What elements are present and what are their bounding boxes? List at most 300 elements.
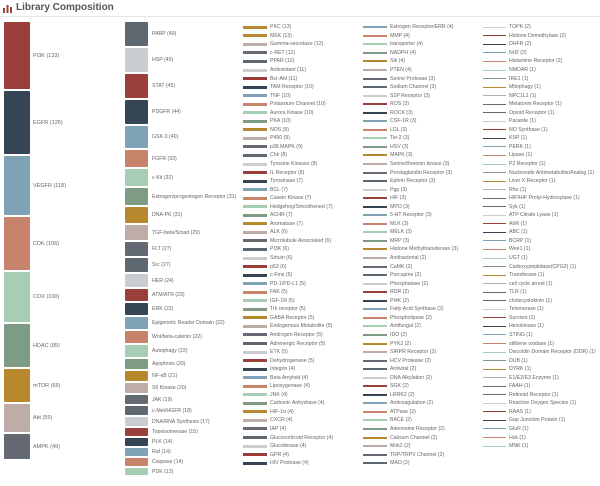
legend-swatch [483,35,506,36]
legend-label: Wee1 (1) [509,246,531,253]
legend-label: Nrf2 (2) [509,49,527,56]
legend-item-lipase-1 [483,151,598,160]
legend-label: Trk receptor (5) [270,306,306,313]
legend-swatch [125,258,148,272]
legend-swatch [363,385,387,387]
legend-swatch [483,215,506,216]
legend-label: NOS (9) [270,126,290,133]
legend-item-trp-trpv-channel-2 [363,450,481,459]
legend-item-mnk-1 [483,442,598,451]
legend-item-rdr-2 [363,288,481,297]
legend-item-hif-hif-prolyl-hydroxylase-1 [483,194,598,203]
legend-item-gamma-secretase-12 [243,40,361,49]
legend-swatch [243,231,267,234]
legend-item-serine-threonin-kinase-3 [363,160,481,169]
legend-swatch [483,146,506,147]
legend-swatch [243,86,267,89]
composition-column-2 [125,22,240,477]
legend-item-c-ret-12 [243,49,361,58]
legend-item-atp-citrate-lyase-1 [483,211,598,220]
legend-label: NADPH (4) [390,49,416,56]
legend-label: JAK (19) [152,396,173,403]
legend-label: Melatonin Receptor (1) [509,101,562,108]
legend-swatch [483,386,506,387]
legend-swatch [483,70,506,71]
legend-swatch [363,231,387,233]
bar-chart-icon [3,4,12,13]
legend-swatch [243,43,267,46]
legend-label: PARP (49) [152,31,177,37]
legend-swatch [243,154,267,157]
legend-label: BCL (7) [270,186,288,193]
legend-item-antiviral-2 [363,365,481,374]
legend-swatch [125,74,148,98]
legend-label: P450 (9) [270,135,290,142]
legend-label: Potassium Channel (10) [270,101,326,108]
legend-label: DNA-PK (31) [152,212,183,218]
legend-item-il-receptor-8 [243,168,361,177]
legend-item-s6-kinase-20 [125,383,240,393]
legend-label: PLK (14) [152,439,173,445]
legend-swatch [363,52,387,54]
legend-swatch [243,222,267,225]
legend-label: Gamma-secretase (12) [270,41,324,48]
legend-item-bcl-7 [243,185,361,194]
legend-item-glur-1 [483,425,598,434]
legend-swatch [125,406,148,415]
legend-item-casein-kinase-7 [243,194,361,203]
legend-swatch [243,393,267,396]
legend-swatch [125,371,148,381]
legend-label: PKC (13) [270,24,292,31]
legend-swatch [483,334,506,335]
legend-item-wee1-1 [483,245,598,254]
legend-label: MNK (1) [509,443,529,450]
legend-item-cox-100 [4,272,60,322]
legend-swatch [243,445,267,448]
legend-swatch [483,437,506,438]
legend-item-androgen-receptor-5 [243,331,361,340]
legend-swatch [243,120,267,123]
legend-item-nf-b-21 [125,371,240,381]
legend-label: MPO (3) [390,203,410,210]
legend-item-sting-1 [483,331,598,340]
legend-swatch [243,51,267,54]
legend-label: PI3K (6) [270,246,290,253]
legend-item-topk-2 [483,23,598,32]
composition-column-1 [4,22,66,461]
legend-label: DNA Alkylation (2) [390,374,432,381]
legend-item-hif-1-4 [243,408,361,417]
legend-label: Hedgehog/Smoothened (7) [270,203,333,210]
legend-item-hedgehog-smoothened-7 [243,202,361,211]
legend-label: ROS (3) [390,101,410,108]
legend-swatch [363,189,387,191]
legend-item-syk-1 [483,202,598,211]
legend-item-akt-55 [4,404,60,432]
legend-label: MLK (3) [390,220,409,227]
legend-swatch [483,138,506,139]
legend-label: EGFR (125) [33,119,63,126]
legend-label: Syk (1) [509,203,526,210]
legend-item-achr-7 [243,211,361,220]
legend-label: BACE (2) [390,417,412,424]
legend-item-fak-5 [243,288,361,297]
legend-swatch [4,156,30,215]
legend-swatch [483,300,506,301]
legend-swatch [363,437,387,439]
legend-item-pyk2-2 [363,339,481,348]
legend-swatch [483,172,506,173]
legend-item-lipoxygenase-4 [243,382,361,391]
legend-swatch [125,303,148,315]
legend-label: Histamine Receptor (2) [509,58,563,65]
legend-item-dehydrogenase-5 [243,356,361,365]
legend-item-transporter-4 [363,40,481,49]
legend-swatch [483,292,506,293]
legend-item-jnk-4 [243,391,361,400]
legend-swatch [483,61,506,62]
legend-label: MELK (3) [390,229,412,236]
legend-swatch [125,331,148,343]
legend-item-potassium-channel-10 [243,100,361,109]
legend-swatch [243,316,267,319]
legend-label: HIF-1α (4) [270,408,294,415]
legend-label: PI4K (2) [390,297,410,304]
legend-item-c-kit-32 [125,169,240,186]
legend-swatch [483,377,506,378]
legend-item-lrrk2-2 [363,391,481,400]
legend-label: Raf (14) [152,449,171,455]
legend-swatch [363,43,387,45]
legend-item-s1p-receptor-3 [363,91,481,100]
legend-swatch [243,299,267,302]
legend-item-mitophagy-1 [483,83,598,92]
legend-swatch [483,317,506,318]
legend-label: Tie-2 (3) [390,135,410,142]
legend-item-pi3k-6 [243,245,361,254]
legend-swatch [363,206,387,208]
legend-label: Wnt/beta-catenin (22) [152,334,202,340]
composition-column-5 [483,23,598,450]
legend-swatch [243,103,267,106]
legend-swatch [363,291,387,293]
legend-swatch [483,411,506,412]
legend-label: S1P Receptor (3) [390,92,430,99]
legend-swatch [363,402,387,404]
legend-swatch [243,111,267,114]
legend-swatch [243,291,267,294]
legend-item-c-met-hgfr-18 [125,406,240,415]
legend-label: Caspase (14) [152,459,184,465]
legend-item-chk-8 [243,151,361,160]
legend-item-mapk-3 [363,151,481,160]
legend-label: ALK (6) [270,229,288,236]
legend-label: Carbonic Anhydrase (4) [270,400,325,407]
legend-item-ire1-1 [483,74,598,83]
legend-label: HSV (3) [390,143,409,150]
legend-item-telomerase-1 [483,305,598,314]
legend-label: DYRK (1) [509,366,532,373]
legend-label: HER (24) [152,277,174,284]
legend-item-melk-3 [363,228,481,237]
legend-label: FGFR (33) [152,155,177,162]
legend-label: PKA (10) [270,118,291,125]
legend-item-opioid-receptor-1 [483,108,598,117]
legend-item-histone-demethylase-2 [483,32,598,41]
legend-item-tie-2-3 [363,134,481,143]
legend-item-ksp-1 [483,134,598,143]
legend-item-pkc-13 [243,23,361,32]
legend-label: DHFR (2) [509,41,532,48]
legend-item-hexokinase-1 [483,322,598,331]
legend-item-fatty-acid-synthase-2 [363,305,481,314]
legend-swatch [483,428,506,429]
legend-item-hsp-45 [125,48,240,72]
legend-label: NMDAR (1) [509,67,536,73]
legend-item-phospholipase-2 [363,314,481,323]
legend-swatch [483,198,506,199]
legend-swatch [4,369,30,402]
legend-swatch [363,86,387,88]
legend-swatch [483,240,506,241]
legend-label: Endogenous Metabolite (5) [270,323,333,330]
legend-label: Chk (8) [270,152,288,159]
legend-item-reactive-oxygen-species-1 [483,399,598,408]
legend-swatch [243,180,267,183]
legend-label: c-Fms (5) [270,272,293,279]
legend-item-p450-9 [243,134,361,143]
legend-item-mek-13 [243,32,361,41]
legend-label: Sodium Channel (3) [390,84,437,91]
legend-item-bcrp-1 [483,237,598,246]
legend-swatch [483,352,506,353]
legend-label: IDO (2) [390,331,408,338]
legend-item-p38-mapk-9 [243,143,361,152]
legend-swatch [363,172,387,174]
legend-label: COX (100) [33,294,60,300]
legend-swatch [363,103,387,105]
legend-label: Integrin (4) [270,366,296,373]
legend-label: Histone Demethylase (2) [509,32,567,39]
legend-item-jak-19 [125,395,240,404]
legend-label: GABA Receptor (5) [270,314,315,321]
legend-label: ROCK (3) [390,109,413,116]
legend-label: DNA/RNA Synthesis (17) [152,418,210,425]
legend-item-5-ht-receptor-3 [363,211,481,220]
legend-label: Aromatase (7) [270,220,303,227]
legend-item-gsk-3-40 [125,126,240,148]
legend-item-histone-methyltransferase-3 [363,245,481,254]
legend-label: LDL (3) [390,126,408,133]
legend-swatch [363,317,387,319]
legend-item-mnk2-2 [363,442,481,451]
legend-label: SIRPR Receptor (2) [390,349,437,356]
legend-swatch [363,351,387,353]
legend-swatch [243,26,267,29]
legend-item-histamine-receptor-2 [483,57,598,66]
legend-label: FLT (27) [152,246,172,252]
legend-label: Parasite (1) [509,118,536,125]
legend-label: Calcium Channel (2) [390,434,438,441]
legend-item-iap-4 [243,425,361,434]
legend-item-stat-45 [125,74,240,98]
legend-item-dub-1 [483,356,598,365]
legend-item-mmp-4 [363,32,481,41]
legend-item-gaba-receptor-5 [243,314,361,323]
legend-item-sgk-2 [363,382,481,391]
legend-item-sodium-channel-3 [363,83,481,92]
legend-label: Dehydrogenase (5) [270,357,315,364]
legend-label: PTEN (4) [390,67,412,73]
legend-item-raas-1 [483,408,598,417]
legend-swatch [363,368,387,370]
legend-item-rho-1 [483,185,598,194]
legend-swatch [125,383,148,393]
legend-swatch [483,275,506,276]
legend-item-no-synthase-1 [483,126,598,135]
legend-label: Mnk2 (2) [390,443,411,450]
legend-swatch [363,146,387,148]
header-divider [0,16,600,17]
legend-swatch [483,129,506,130]
legend-swatch [125,225,148,240]
legend-swatch [483,121,506,122]
legend-label: p38 MAPK (9) [270,143,303,150]
legend-swatch [243,257,267,260]
legend-swatch [483,403,506,404]
legend-swatch [243,419,267,422]
composition-column-3 [243,23,361,467]
legend-item-mtor-65 [4,369,60,402]
legend-swatch [243,265,267,268]
legend-label: Glucocorticoid Receptor (4) [270,434,334,441]
legend-label: Casein Kinase (7) [270,195,312,202]
legend-label: CDK (106) [33,240,59,247]
legend-label: cholecystokinin (1) [509,297,552,304]
legend-swatch [243,94,267,97]
legend-swatch [483,112,506,113]
legend-item-ugt-1 [483,254,598,263]
legend-swatch [4,404,30,432]
legend-label: Src (27) [152,262,171,268]
legend-item-pten-4 [363,66,481,75]
legend-item-melatonin-receptor-1 [483,100,598,109]
legend-label: Retinoid Receptor (1) [509,391,559,398]
legend-swatch [363,308,387,310]
legend-item-raf-14 [125,448,240,456]
legend-label: Liver X Receptor (1) [509,178,556,185]
legend-swatch [363,35,387,37]
legend-item-tnf-10 [243,91,361,100]
legend-item-nadph-4 [363,49,481,58]
legend-label: PI3K (133) [33,52,60,59]
legend-item-hsk-1 [483,433,598,442]
legend-label: E1/E2/E3 Enzyme (1) [509,374,559,381]
legend-label: TGF-beta/Smad (29) [152,229,200,236]
legend-swatch [243,248,267,251]
legend-label: Porcupine (2) [390,272,422,279]
legend-swatch [363,112,387,114]
legend-swatch [243,69,267,72]
legend-swatch [243,342,267,345]
legend-item-estrogen-receptor-err-4 [363,23,481,32]
legend-swatch [363,394,387,396]
legend-label: DUB (1) [509,357,528,364]
legend-label: NO Synthase (1) [509,126,548,133]
legend-swatch [483,249,506,250]
legend-item-parasite-1 [483,117,598,126]
legend-swatch [363,163,387,165]
legend-swatch [483,206,506,207]
legend-label: Nucleoside Antimetabolite/Analog (1) [509,169,595,176]
legend-swatch [483,52,506,53]
legend-swatch [483,232,506,233]
legend-swatch [363,120,387,122]
legend-label: c-RET (12) [270,49,296,56]
legend-label: Autophagy (22) [152,348,188,354]
legend-swatch [363,154,387,156]
legend-swatch [363,343,387,345]
legend-swatch [125,317,148,329]
legend-label: Akt (55) [33,415,53,421]
legend-item-atm-atr-23 [125,289,240,301]
legend-swatch [363,248,387,250]
legend-label: FAAH (1) [509,383,531,390]
legend-swatch [125,458,148,466]
legend-label: PERK (1) [509,143,531,150]
legend-item-dna-rna-synthesis-17 [125,417,240,426]
legend-item-tyrosine-kinases-8 [243,160,361,169]
legend-item-camk-2 [363,262,481,271]
legend-swatch [363,428,387,430]
legend-item-pgp-3 [363,185,481,194]
legend-item-p2-receptor-1 [483,160,598,169]
legend-label: JNK (4) [270,391,288,398]
legend-label: ACHR (7) [270,212,293,219]
legend-item-nrf2-2 [483,49,598,58]
legend-swatch [483,283,506,284]
legend-item-atpase-2 [363,408,481,417]
legend-label: stilbene oxidase (1) [509,340,554,347]
legend-item-perk-1 [483,143,598,152]
page-title: Library Composition [16,2,114,13]
legend-swatch [243,137,267,140]
legend-swatch [243,145,267,148]
legend-swatch [363,300,387,302]
legend-label: HDAC (85) [33,342,60,349]
legend-label: HSP (45) [152,57,174,63]
legend-swatch [243,282,267,285]
legend-swatch [125,289,148,301]
legend-swatch [363,240,387,242]
legend-item-carbonic-anhydrase-4 [243,399,361,408]
legend-swatch [125,428,148,436]
legend-swatch [243,359,267,362]
legend-label: Phospholipase (2) [390,314,432,321]
legend-label: ABC (1) [509,229,528,236]
legend-swatch [243,410,267,413]
legend-label: PYK2 (2) [390,340,412,347]
legend-item-topoisomerase-15 [125,428,240,436]
legend-label: Microtubule Associated (6) [270,237,332,244]
legend-label: CSF-1R (3) [390,118,417,125]
legend-label: STING (1) [509,331,533,338]
legend-swatch [125,150,148,167]
legend-swatch [363,266,387,268]
legend-label: MEK (13) [270,32,292,39]
legend-item-tgf-beta-smad-29 [125,225,240,240]
